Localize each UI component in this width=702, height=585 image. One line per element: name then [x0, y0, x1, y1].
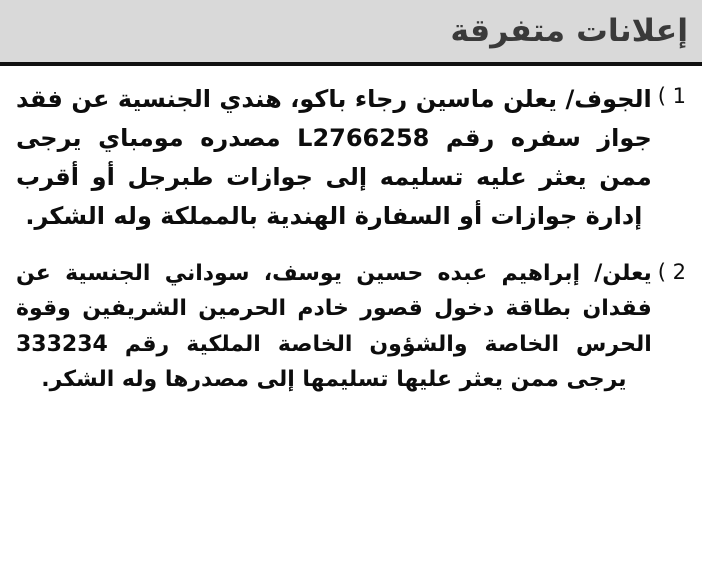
notice-text: الجوف/ يعلن ماسين رجاء باكو، هندي الجنسية عن فقد جواز سفره رقم L2766258 مصدره مومباي يرجى ممن يعثر عليه تسليمه إلى جوازات طبرجل أو أقرب إدارة جوازات أو السفارة الهندية بالمملكة وله الشكر. [16, 85, 652, 230]
list-item [16, 80, 686, 236]
page-title: إعلانات متفرقة [450, 12, 688, 49]
notice-text: يعلن/ إبراهيم عبده حسين يوسف، سوداني الجنسية عن فقدان بطاقة دخول قصور خادم الحرمين الشريفين وقوة الحرس الخاصة والشؤون الخاصة الملكية رقم 333234 يرجى ممن يعثر عليها تسليمها إلى مصدرها وله الشكر. [16, 260, 652, 393]
notice-number: 1 ) [657, 84, 686, 108]
list-item [16, 256, 686, 399]
notice-number: 2 ) [657, 259, 686, 284]
notices-list [0, 66, 702, 398]
section-header-band [0, 0, 702, 62]
